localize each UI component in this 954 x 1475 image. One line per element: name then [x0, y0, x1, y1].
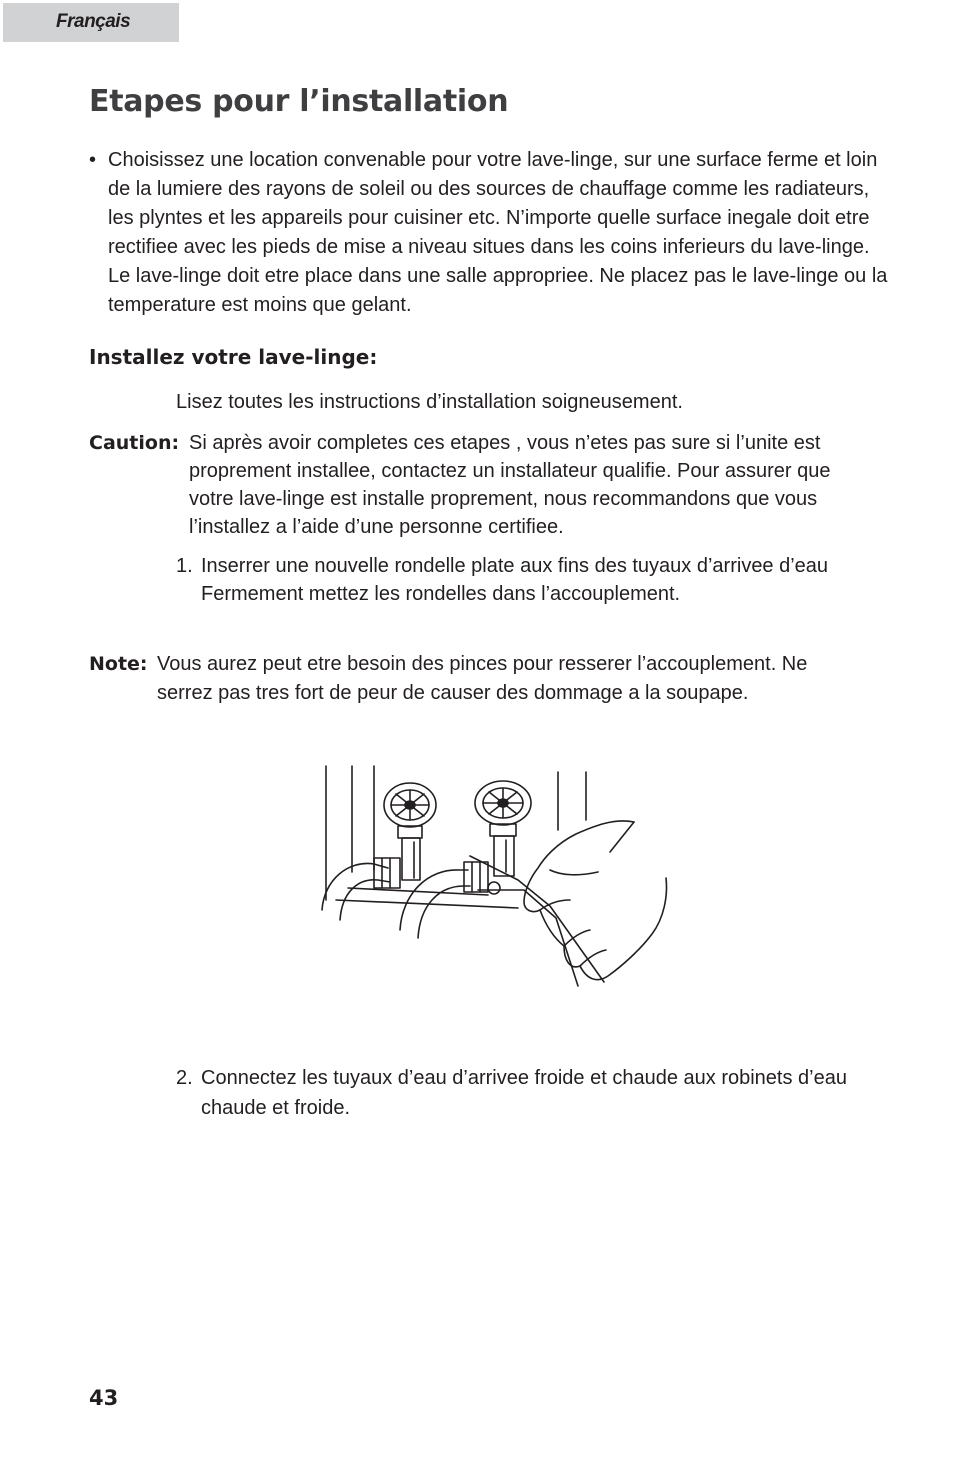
hose-valve-pliers-illustration [318, 760, 670, 992]
install-intro: Lisez toutes les instructions d’installation soigneusement. [176, 391, 683, 413]
page-title: Etapes pour l’installation [89, 84, 509, 119]
language-tab [3, 3, 179, 42]
step-text: Connectez les tuyaux d’eau d’arrivee froide et chaude aux robinets d’eau chaude et froide. [201, 1067, 847, 1119]
language-label: Français [56, 11, 131, 32]
bullet-marker: • [89, 149, 97, 171]
step-2 [176, 1063, 876, 1123]
caution-block [89, 429, 879, 541]
install-heading: Installez votre lave-linge: [89, 345, 378, 369]
note-block [89, 650, 849, 708]
bullet-text: Choisissez une location convenable pour votre lave-linge, sur une surface ferme et loin de la lumiere des rayons de soleil ou des sources de chauffage comme les radiateurs, les plyntes et les appareils pour cuisiner etc. N’importe quelle surface inegale doit etre rectifiee avec les pieds de mise a niveau situes dans les coins inferieurs du lave-linge. Le lave-linge doit etre place dans une salle appropriee. Ne placez pas le lave-linge ou la temperature est moins que gelant. [108, 149, 888, 316]
step-number: 2. [176, 1067, 193, 1089]
step-1 [176, 552, 876, 608]
caution-label: Caution: [89, 432, 180, 454]
page-number: 43 [89, 1386, 119, 1410]
note-text: Vous aurez peut etre besoin des pinces pour resserer l’accouplement. Ne serrez pas tres fort de peur de causer des dommage a la soupape. [157, 653, 808, 704]
note-label: Note: [89, 653, 148, 675]
step-text: Inserrer une nouvelle rondelle plate aux fins des tuyaux d’arrivee d’eau Fermement mettez les rondelles dans l’accouplement. [201, 555, 829, 605]
step-number: 1. [176, 555, 193, 577]
caution-text: Si après avoir completes ces etapes , vous n’etes pas sure si l’unite est proprement installee, contactez un installateur qualifie. Pour assurer que votre lave-linge est installe proprement, nous recommandons que vous l’installez a l’aide d’une personne certifiee. [189, 432, 831, 538]
location-bullet [89, 146, 889, 320]
